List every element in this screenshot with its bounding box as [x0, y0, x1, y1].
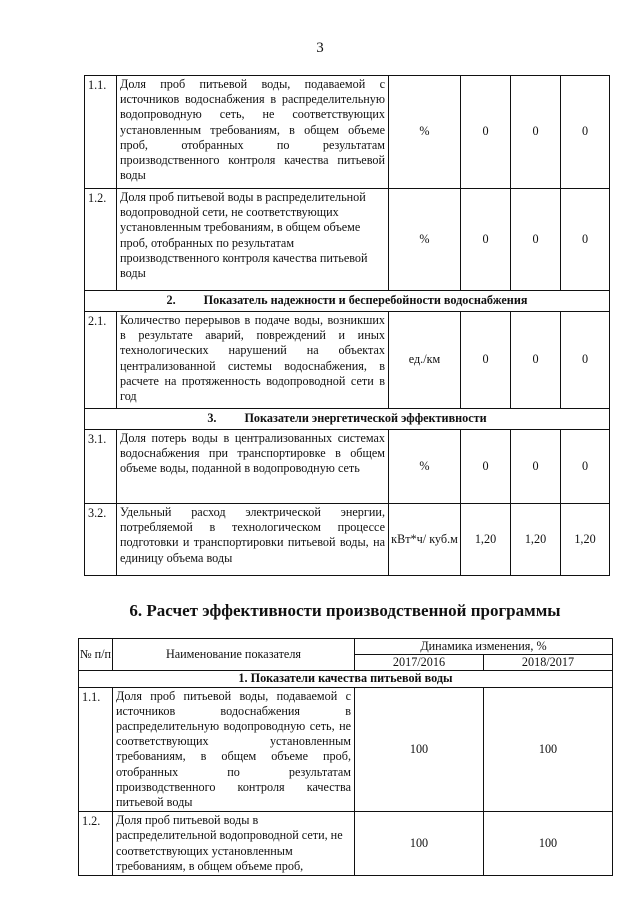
value-cell: 0	[461, 189, 511, 291]
unit-cell: %	[389, 430, 461, 504]
value-cell: 0	[561, 430, 610, 504]
value-cell: 0	[461, 76, 511, 189]
section6-title: 6. Расчет эффективности производственной программы	[129, 601, 561, 620]
indicator-description: Доля проб питьевой воды в распределительной водопроводной сети, не соответствующих установленным требованиям, в общем объеме проб,	[113, 812, 355, 876]
indicator-description: Доля проб питьевой воды в распределительной водопроводной сети, не соответствующих установленным требованиям, в общем объеме проб, отобранных по результатам производственного контроля качества питьевой воды	[117, 189, 389, 291]
unit-cell: %	[389, 189, 461, 291]
value-cell: 1,20	[461, 504, 511, 576]
page-number: 3	[316, 40, 324, 56]
efficiency-table	[78, 638, 613, 876]
subsection-heading: 1. Показатели качества питьевой воды	[79, 671, 613, 687]
value-cell: 0	[511, 76, 561, 189]
header-name: Наименование показателя	[113, 639, 355, 671]
indicator-description: Доля проб питьевой воды, подаваемой с источников водоснабжения в распределительную водопроводную сеть, не соответствующих установленным требованиям, в общем объеме проб, отобранных по результатам производственного контроля качества питьевой воды	[113, 687, 355, 812]
indicator-description: Количество перерывов в подаче воды, возникших в результате аварий, повреждений и иных технологических нарушений на объектах централизованной системы водоснабжения, в расчете на протяженность водопроводной сети в год	[117, 312, 389, 409]
value-cell: 0	[561, 76, 610, 189]
value-cell: 0	[561, 312, 610, 409]
value-cell: 0	[511, 430, 561, 504]
header-year-col: 2018/2017	[484, 655, 613, 671]
indicator-description: Доля проб питьевой воды, подаваемой с источников водоснабжения в распределительную водопроводную сеть, не соответствующих установленным требованиям, в общем объеме проб, отобранных по результатам производственного контроля качества питьевой воды	[117, 76, 389, 189]
section-heading	[85, 291, 610, 312]
row-number: 1.2.	[79, 812, 113, 876]
row-number: 1.2.	[85, 189, 117, 291]
table-row	[85, 430, 610, 504]
unit-cell: %	[389, 76, 461, 189]
value-cell: 100	[355, 687, 484, 812]
header-num: № п/п	[79, 639, 113, 671]
section-row	[85, 409, 610, 430]
value-cell: 0	[561, 189, 610, 291]
row-number: 3.2.	[85, 504, 117, 576]
value-cell: 100	[355, 812, 484, 876]
section-number: 2.	[166, 293, 176, 308]
value-cell: 1,20	[511, 504, 561, 576]
subsection-row	[79, 671, 613, 687]
indicator-description: Удельный расход электрической энергии, потребляемой в технологическом процессе подготовки и транспортировки питьевой воды, на единицу объема воды	[117, 504, 389, 576]
table-row	[79, 687, 613, 812]
unit-cell: ед./км	[389, 312, 461, 409]
row-number: 1.1.	[79, 687, 113, 812]
row-number: 2.1.	[85, 312, 117, 409]
section-number: 3.	[207, 411, 217, 426]
value-cell: 100	[484, 812, 613, 876]
indicators-table	[84, 75, 610, 576]
header-row	[79, 639, 613, 655]
section-title: Показатель надежности и бесперебойности водоснабжения	[203, 293, 528, 308]
table-row	[85, 189, 610, 291]
row-number: 1.1.	[85, 76, 117, 189]
section-title: Показатели энергетической эффективности	[244, 411, 487, 426]
header-year-col: 2017/2016	[355, 655, 484, 671]
indicator-description: Доля потерь воды в централизованных системах водоснабжения при транспортировке в общем объеме воды, поданной в водопроводную сеть	[117, 430, 389, 504]
row-number: 3.1.	[85, 430, 117, 504]
value-cell: 0	[461, 430, 511, 504]
section-row	[85, 291, 610, 312]
table-row	[85, 76, 610, 189]
value-cell: 0	[511, 312, 561, 409]
table-row	[85, 504, 610, 576]
value-cell: 0	[511, 189, 561, 291]
table-row	[79, 812, 613, 876]
header-dynamics: Динамика изменения, %	[355, 639, 613, 655]
value-cell: 100	[484, 687, 613, 812]
section-heading	[85, 409, 610, 430]
unit-cell: кВт*ч/ куб.м	[389, 504, 461, 576]
value-cell: 0	[461, 312, 511, 409]
value-cell: 1,20	[561, 504, 610, 576]
table-row	[85, 312, 610, 409]
